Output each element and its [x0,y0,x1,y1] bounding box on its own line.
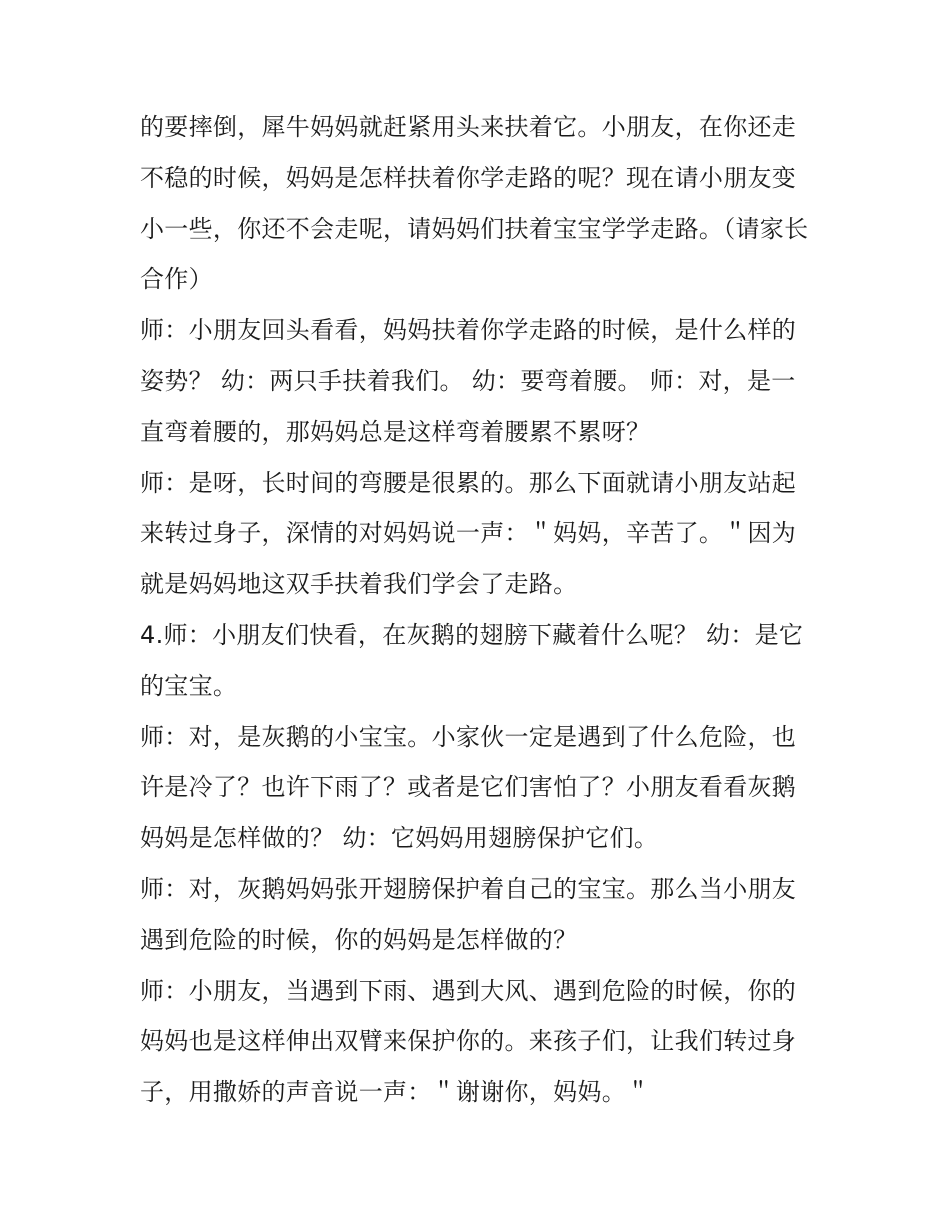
paragraph-goose-wings: 4.师：小朋友们快看，在灰鹅的翅膀下藏着什么呢？ 幼：是它的宝宝。 [140,620,804,700]
paragraph-goose-babies: 师：对，是灰鹅的小宝宝。小家伙一定是遇到了什么危险，也许是冷了？也许下雨了？或者是它们害怕了？小朋友看看灰鹅妈妈是怎样做的？ 幼：它妈妈用翅膀保护它们。 [140,722,797,853]
paragraph-posture-question: 师：小朋友回头看看，妈妈扶着你学走路的时候，是什么样的姿势？ 幼：两只手扶着我们。 幼：要弯着腰。 师：对，是一直弯着腰的，那妈妈总是这样弯着腰累不累呀？ [140,316,797,446]
paragraph-rhino-walking: 的要摔倒，犀牛妈妈就赶紧用头来扶着它。小朋友，在你还走不稳的时候，妈妈是怎样扶着你学走路的呢？现在请小朋友变小一些，你还不会走呢，请妈妈们扶着宝宝学学走路。（请家长合作） [140,113,809,294]
paragraph-protect-thanks: 师：小朋友，当遇到下雨、遇到大风、遇到危险的时候，你的妈妈也是这样伸出双臂来保护你的。来孩子们，让我们转过身子，用撒娇的声音说一声：＂谢谢你，妈妈。＂ [140,976,797,1107]
document-body [140,102,812,1118]
paragraph-thank-mother: 师：是呀，长时间的弯腰是很累的。那么下面就请小朋友站起来转过身子，深情的对妈妈说一声：＂妈妈，辛苦了。＂因为就是妈妈地这双手扶着我们学会了走路。 [140,468,797,599]
paragraph-danger-question: 师：对，灰鹅妈妈张开翅膀保护着自己的宝宝。那么当小朋友遇到危险的时候，你的妈妈是怎样做的？ [140,874,797,954]
